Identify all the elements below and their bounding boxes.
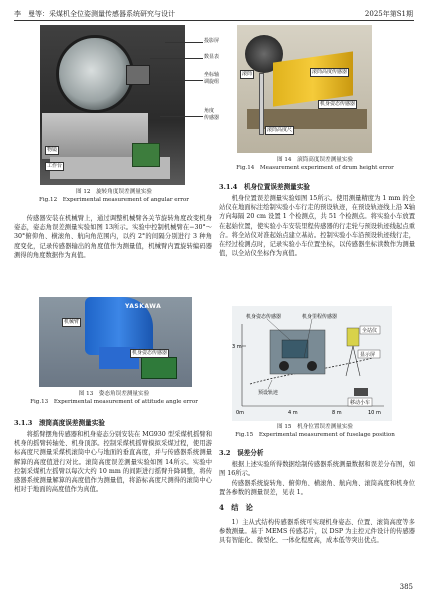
fig13-caption-en: Fig.13 Experimental measurement of attitude angle error: [30, 399, 198, 405]
yaskawa-logo: YASKAWA: [125, 303, 162, 310]
fig12-label-angle-sensor: 角度 传感器: [204, 108, 220, 121]
paragraph-3-1-4: 机身位置误差测量实验如图 15所示。使用测量精度为 1 mm 的全站仪在地面标注绘制实验小车行走的预设轨迹，在预设轨迹线上沿 X轴方向每隔 20 cm 设置 1 个检测点，共 51 个检测点。将实验小车放置在起始位置，使实验小车安装里程传感器的行走轮与预设轨迹线起点重合。将全站仪对准起始点建立基站。控制实验小车沿预设轨迹线行走，在经过检测点时，记录实验小车位置坐标，以传感器坐标读数作为测量值，以全站仪坐标作为真值。: [219, 195, 415, 258]
running-header-right: 2025年第S1期: [364, 10, 413, 18]
paragraph-left-1: 传感器安装在机械臂上，通过调整机械臂各关节旋转角度改变机身姿态，姿态角误差测量实验如图 13所示。实验中控制机械臂在−30°～30°俯仰角、横滚角、航向角范围内，以约 2°的间隔分别进行 3 种角度变化，记录传感器输出的角度值作为测量值，机械臂内置旋转编码器测得的角度数据作为真值。: [14, 215, 212, 259]
fig15-schematic: [232, 306, 392, 421]
fig15-x-label-0: 0m: [236, 410, 245, 416]
fig12-label-display: 数显表: [204, 54, 220, 60]
fig12-label-workbench: 工作台: [47, 163, 63, 169]
fig12-caption-cn: 图 12 旋转角度误差测量实验: [75, 189, 153, 195]
section-3-1-3-title: 3.1.3 滚筒高度误差测量实验: [14, 419, 105, 427]
fig12-leader-display: [150, 58, 203, 59]
projection-screen: [56, 35, 134, 113]
fig15-x-label-10: 10 m: [368, 410, 381, 416]
fig14-label-drum: 滚筒: [242, 71, 253, 77]
fig12-photo: [40, 25, 185, 185]
fig14-caption-cn: 图 14 滚筒高度误差测量实验: [276, 157, 354, 163]
fig15-label-track: 预设轨迹: [258, 390, 279, 396]
fig15-x-label-8: 8 m: [332, 410, 342, 416]
fig15-x-label-4: 4 m: [288, 410, 298, 416]
shearer-yellow: [273, 51, 353, 106]
fig15-caption-cn: 图 15 机身位置误差测量实验: [276, 424, 354, 430]
fig13-caption-cn: 图 13 姿态角误差测量实验: [78, 391, 150, 397]
fig13-label-sensor: 机身姿态传感器: [132, 350, 168, 356]
fig15-small-cart-shape: [354, 388, 368, 396]
fig15-caption-en: Fig.15 Experimental measurement of fuselage position: [235, 432, 395, 438]
fig15-label-display: 显示屏: [360, 352, 376, 358]
fig14-label-drum-height-sensor: 滚筒高度传感器: [312, 69, 348, 75]
fig15-total-station-shape: [347, 328, 359, 346]
fig15-wheel: [279, 361, 289, 371]
height-ruler: [259, 73, 264, 135]
paragraph-3-2-b: 传感器系统旋转角、俯仰角、横滚角、航向角、滚筒高度和机身位置各参数的测量误差，见表 1。: [219, 480, 415, 497]
fig12-label-axis-knob: 坐标轴 调旋组: [204, 72, 220, 85]
fig13-photo: [39, 297, 192, 387]
paragraph-3-1-3: 将摇臂摆角传感器和机身姿态分别安装在 MG930 型采煤机摇臂和机身的摇臂转轴处、机身顶部。控制采煤机摇臂模拟采煤过程，使用游标高度尺测量采煤机滚筒中心与地面的垂直高度，并与传感器系统测量解算的高度值进行对比。滚筒高度误差测量实验如图 14所示。实验中控制采煤机左摇臂以每次大约 10 mm 的间距进行摇臂升降调整，将传感器系统测量解算的高度值作为测量值，将游标高度尺测得的滚筒中心相对于地面的高度值作为真值。: [14, 431, 212, 494]
fig15-label-odometer: 机身里程传感器: [302, 314, 338, 320]
fig14-label-drum-ruler: 滚筒高度尺: [267, 127, 293, 133]
fig12-label-screen: 投影屏: [204, 38, 220, 44]
section-4-title: 4 结 论: [219, 503, 253, 512]
fig12-leader-angle: [160, 116, 203, 117]
running-header-left: 李 曼等：采煤机全位姿测量传感器系统研究与设计: [14, 10, 175, 18]
sensor-block: [132, 143, 160, 167]
display-box: [126, 65, 150, 85]
fig15-y-label: 3 m: [232, 344, 242, 350]
fig14-photo: [237, 25, 372, 153]
fig12-leader-axis: [160, 80, 203, 81]
fig13-label-arm: 机械臂: [64, 319, 80, 325]
fig14-caption-en: Fig.14 Measurement experiment of drum height error: [236, 165, 394, 171]
fig15-label-attitude-sensor: 机身姿态传感器: [246, 314, 282, 320]
fig13-sensor-board: [141, 357, 177, 379]
page-number: 385: [399, 583, 413, 591]
paragraph-3-2-a: 根据上述实验所得数据绘制传感器系统测量数据和误差分布图，如图 16所示。: [219, 461, 415, 478]
fig12-caption-en: Fig.12 Experimental measurement of angular error: [39, 197, 189, 203]
fig12-leader-screen: [165, 42, 203, 43]
fig15-label-total-station: 全站仪: [362, 328, 378, 334]
section-3-2-title: 3.2 误差分析: [219, 449, 264, 457]
paragraph-4: 1）主从式结构传感器系统可实现机身姿态、位置、滚筒高度等多参数测量。基于 MEMS 传感芯片，以 DSP 为主控元件设计的传感器具有智能化、微型化、一体化程度高，成本低等突出优点。: [219, 519, 415, 545]
fig15-label-cart: 移动小车: [350, 400, 371, 406]
header-rule: [14, 20, 414, 21]
section-3-1-4-title: 3.1.4 机身位置误差测量实验: [219, 183, 310, 191]
fig12-label-objective: 物镜: [47, 147, 58, 153]
fig14-label-body-attitude-sensor: 机身姿态传感器: [320, 101, 356, 107]
